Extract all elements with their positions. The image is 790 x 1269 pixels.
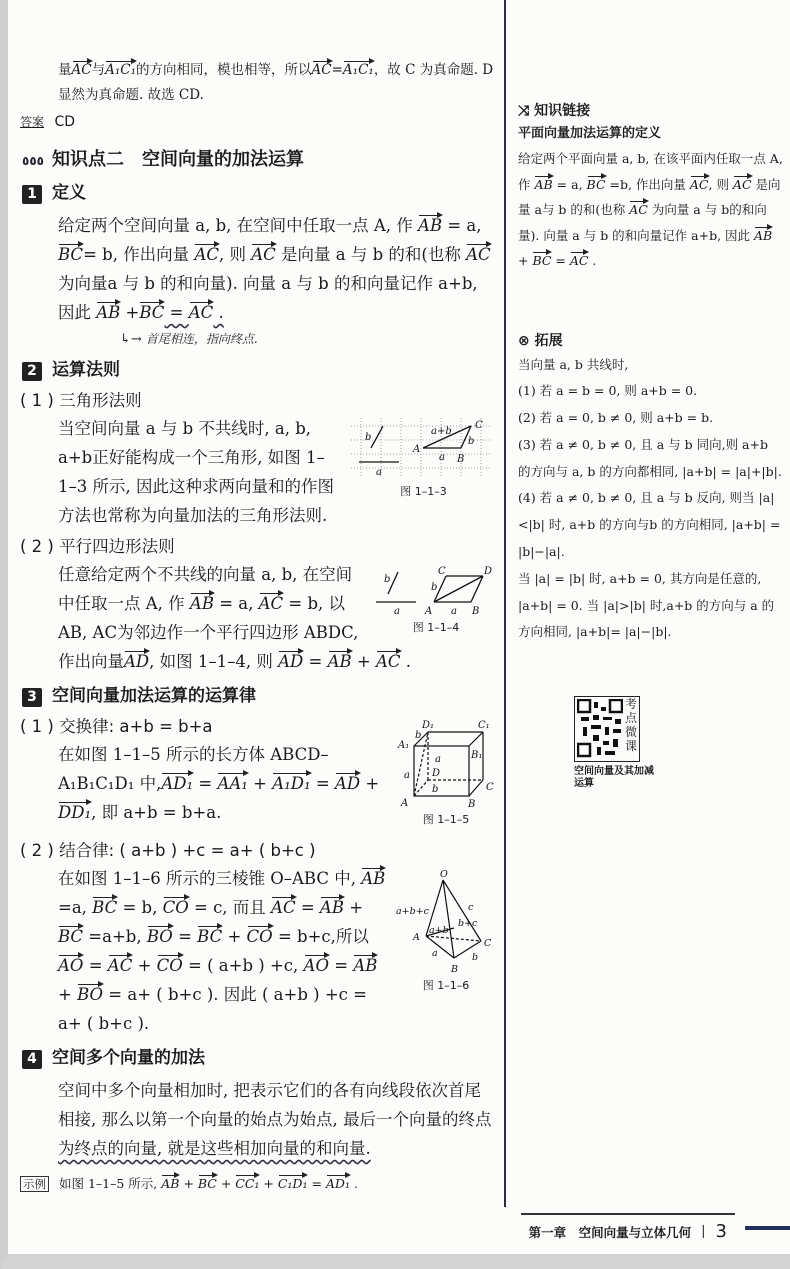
associative-law-title: ( 2 ) 结合律: ( a+b ) +c = a+ ( b+c ) [20,841,316,860]
vector-symbol: AC [194,242,219,265]
figure-caption: 图 1–1–3 [400,485,447,498]
number-badge: 4 [22,1050,42,1069]
vector-symbol: AC [690,174,709,192]
knowledge-link-subtitle: 平面向量加法运算的定义 [518,126,662,141]
qr-code-box[interactable] [574,696,640,762]
svg-text:a: a [439,452,445,463]
vector-symbol: AD [278,649,303,672]
subsection-definition-heading [22,181,496,205]
multiple-vectors-text [58,1076,496,1163]
vector-symbol: C₁D₁ [278,1173,308,1191]
answer-row [20,110,496,134]
figure-1-1-3 [351,418,496,500]
vector-symbol: DD₁ [58,800,91,823]
vector-symbol: BC [58,924,83,947]
text-line: 任意给定两个不共线的向量 a, b, 在空间中 [58,565,353,613]
text-line: 当向量 a, b 共线时, [518,356,629,372]
text-block [518,432,784,486]
svg-text:a: a [435,754,441,765]
text-line: 当空间向量 a 与 b 不共线时, a, b, a+b [58,419,312,467]
vector-symbol: AC [259,591,284,614]
text-line: 的和向量). 向量 a 与 b 的和向量 [518,202,767,243]
svg-text:b+c: b+c [458,918,478,929]
text-line: a, BC = b, CO = c, 而且 AC = AB + BC = [58,898,363,946]
vector-symbol: AB [754,225,772,243]
text-line: 为邻边作一个平行四边形 ABDC, 作出向量 [58,623,359,671]
text-block [518,485,784,565]
figure-1-1-6 [396,868,496,994]
vector-symbol: BC [139,300,164,323]
footer-separator: | [701,1224,706,1239]
handwritten-note [120,329,496,350]
vector-symbol: A₁C₁ [105,59,136,78]
svg-text:C: C [475,420,483,431]
svg-text:A: A [425,606,433,616]
vector-symbol: AB [96,300,120,323]
text-line: 在如图 1–1–6 所示的三棱锥 O–ABC 中, AB = [58,869,385,917]
text-line: (3) 若 a ≠ 0, b ≠ 0, 且 a 与 b 同向, [518,436,726,452]
number-badge: 3 [22,688,42,707]
footer-rule [521,1213,735,1242]
svg-text:b: b [384,574,391,585]
svg-text:b: b [415,730,422,741]
svg-text:A: A [413,932,420,943]
text-line: b, 作出向量 AC, 则 AC 是向量 a [518,177,781,218]
vector-symbol: AA₁ [217,771,247,794]
subsection-title: 空间向量加法运算的运算律 [52,686,256,706]
figure-1-1-4 [376,564,496,636]
figure-caption: 图 1–1–5 [422,813,470,826]
svg-text:A: A [413,444,421,455]
svg-text:b: b [468,436,475,447]
vector-symbol: AO [58,953,83,976]
vector-symbol: BC [92,895,117,918]
text-line: 同, |a+b| = |a|+|b|. [661,463,782,479]
solution-line: 为真命题. 故选 CD. [85,87,204,103]
svg-text:a+b+c: a+b+c [396,906,429,917]
commutative-law-title: ( 1 ) 交换律: a+b = b+a [20,717,213,736]
svg-text:B₁: B₁ [471,750,483,761]
svg-text:b: b [365,432,372,443]
text-line: 相接, 那么以第一个向量的始点为始点, 最后一个向量的终点 [58,1110,492,1129]
svg-text:C: C [486,782,494,793]
vector-symbol: A₁C₁ [343,59,374,78]
text-line: 在如图 1–1–5 所示的长方体 ABCD–A₁B₁C₁D₁ 中, [58,745,329,793]
vector-symbol: BC [587,174,606,192]
text-line: AD, 如图 1–1–4, 则 AD = AB + AC . [124,652,411,671]
answer-value: CD [54,114,76,130]
text-line: (1) 若 a = b = 0, 则 a+b = 0. [518,383,698,399]
vector-symbol: AB [534,174,552,192]
text-line: = |a|−|b|. [610,624,672,640]
svg-text:a: a [451,606,457,616]
extension-icon: ⊗ [518,332,535,349]
text-line: a+b, BO = BC + CO = b+c, [102,927,336,946]
svg-text:a+b: a+b [431,426,452,437]
svg-text:b: b [431,582,438,593]
extension-title: 拓展 [534,332,563,349]
knowledge-link-text [518,146,784,274]
note-text: 首尾相连，指向终点. [145,332,258,346]
vector-symbol: BC [198,1173,217,1191]
svg-text:D₁: D₁ [422,720,435,731]
vector-symbol: CO [247,924,273,947]
section-title: 知识点二 空间向量的加法运算 [51,149,304,170]
vector-symbol: AC [189,300,214,323]
svg-text:O: O [440,869,448,880]
sidebar [504,0,790,1207]
svg-text:a: a [404,770,410,781]
footer-chapter: 第一章 空间向量与立体几何 [528,1224,692,1240]
vector-symbol: AB [190,591,214,614]
svg-text:a: a [394,606,400,616]
svg-text:C: C [438,566,446,577]
vector-symbol: AB [361,866,385,889]
text-line: b 的方向相同, |a+b| = |b|−|a|. [518,517,781,560]
extension-text [518,352,784,647]
number-badge: 2 [22,362,42,381]
vector-symbol: AC [72,59,92,78]
vector-symbol: A₁D₁ [272,771,310,794]
link-icon: ⤨ [518,103,535,119]
svg-text:A: A [401,798,409,808]
vector-symbol: AB [418,213,442,236]
text-line: 给定两个空间向量 a, b, 在空间中任取一点 A, 作 AB = a, BC [58,216,481,264]
example-label: 示例 [20,1176,49,1192]
vector-symbol: CO [163,895,189,918]
vector-symbol: AB [328,649,352,672]
figure-1-1-4-diagram [376,564,496,616]
figure-caption: 图 1–1–4 [412,621,460,634]
droplets-icon: ٥٥٥ [22,154,44,168]
text-line: = b, 作出向量 AC, 则 AC 是向量 a 与 b 的和(也称 AC 为向量 [58,245,491,293]
svg-text:b: b [432,784,439,795]
figure-caption: 图 1–1–6 [422,979,470,992]
text-line: 与 b 的和(也称 AC 为向量 a 与 b [542,202,729,217]
columns [8,0,790,1207]
knowledge-link-heading [518,100,784,122]
vector-symbol: AO [304,953,329,976]
subsection-title: 空间多个向量的加法 [52,1048,205,1068]
vector-symbol: AC [376,649,401,672]
arrow-icon: ↳→ [120,332,146,347]
text-line: 常称为向量加法的三角形法则. [107,506,328,525]
text-line: AD₁ = AA₁ + A₁D₁ = AD + DD₁, 即 a+b = b+a. [58,774,379,822]
text-line: 为终点的向量, 就是这些相加向量的和向量. [58,1139,371,1158]
vector-symbol: BO [147,924,173,947]
qr-label: 空间向量及其加减运算 [574,766,654,790]
text-line: 示, 因此这种求两向量和的作图方法也 [58,477,334,525]
vector-symbol: BC [58,242,83,265]
vector-symbol: BC [532,250,551,268]
vector-symbol: AC [629,199,648,217]
svg-text:B: B [451,964,458,974]
answer-label: 答案 [20,115,45,129]
example-row [20,1171,496,1197]
text-line: 任取一点 A, 作 AB = a, AC = b, 以 AB, AC [58,594,345,642]
vector-symbol: AB [320,895,344,918]
svg-text:a: a [432,948,438,959]
vector-symbol: AD [124,649,149,672]
svg-text:B: B [472,606,480,616]
svg-text:C: C [484,938,492,949]
subsection-multiple-vectors-heading [22,1046,496,1070]
svg-text:C₁: C₁ [478,720,490,731]
vector-symbol: CO [157,953,183,976]
qr-tag: 考点微课 [625,697,638,754]
solution-line: 量AC与A₁C₁的方向相同，模也相等，所以AC=A₁C₁，故 C 为真命题. D 显然 [58,62,493,103]
subsection-rules-heading [22,358,496,382]
svg-text:a+b: a+b [429,925,449,936]
text-line: (2) 若 a = 0, b ≠ 0, 则 a+b = b. [518,410,714,426]
knowledge-link-title: 知识链接 [534,103,591,119]
subsection-title: 运算法则 [52,360,120,380]
svg-text:B: B [457,454,465,465]
vector-symbol: AC [271,895,296,918]
vector-symbol: AD₁ [161,771,193,794]
section-heading [22,148,496,173]
vector-symbol: AD [335,771,360,794]
vector-symbol: AC [466,242,491,265]
vector-symbol: AC [108,953,133,976]
page-footer [8,1207,790,1254]
example-text: 如图 1–1–5 所示, AB + BC + CC₁ + C₁D₁ = AD₁ . [59,1176,358,1191]
footer-bar [745,1226,790,1230]
text-line: 向, 则当 |a|<|b| 时, a+b 的方向与 [518,490,775,533]
svg-text:D: D [484,566,493,577]
text-line: 记作 a+b, 因此 AB + BC = AC . [518,228,772,269]
text-line: 则 a+b 的方向与 a, b 的方向都相 [518,436,768,479]
text-line: 所以 AO = AC + CO = ( a+b ) +c, AO = AB [58,927,378,975]
text-line: 是任意的, |a+b| = 0. 当 |a|>|b| 时, [518,570,762,613]
text-line: 当 |a| = |b| 时, a+b = 0, 其方向 [518,570,708,586]
text-line: BC = AC . [139,303,223,322]
text-line: 给定两个平面向量 a, b, 在该平面 [518,151,704,166]
definition-text [58,211,496,327]
vector-symbol: BO [77,982,103,1005]
text-line: 正好能构成一个三角形, 如图 1–1–3 所 [58,448,325,496]
text-line: a 与 b 的和向量). 向量 a 与 b 的和向量记作 a+b, 因此 AB + [58,274,478,322]
extension-heading [518,330,784,352]
subsection-laws-heading [22,684,496,708]
vector-symbol: AB [353,953,377,976]
number-badge: 1 [22,185,42,204]
qr-code-icon[interactable] [577,699,623,759]
parallelogram-rule-title: ( 2 ) 平行四边形法则 [20,537,175,556]
text-block [518,566,784,646]
vector-symbol: AC [733,174,752,192]
text-line: a+b 的方向与 a 的方向相同, |a+b| [518,597,775,640]
text-line: 内任取一点 A, 作 AB = a, BC = [518,151,783,192]
main-column [8,0,504,1207]
vector-symbol: AB [161,1173,179,1191]
figure-1-1-5-diagram [396,718,496,808]
svg-text:D: D [432,768,441,779]
text-line: (4) 若 a ≠ 0, b ≠ 0, 且 a 与 b 反 [518,490,710,506]
vector-symbol: AC [251,242,276,265]
text-line: + BO = a+ ( b+c ). 因此 ( a+b ) +c = a+ ( b+c ). [58,985,367,1033]
vector-symbol: AC [312,59,332,78]
vector-symbol: AC [570,250,589,268]
figure-1-1-5 [396,718,496,828]
subsection-title: 定义 [52,183,86,203]
svg-text:b: b [472,952,479,963]
solution-continuation [58,58,496,108]
triangle-rule-title: ( 1 ) 三角形法则 [20,391,142,410]
vector-symbol: AD₁ [326,1173,350,1191]
text-line: 空间中多个向量相加时, 把表示它们的各有向线段依次首尾 [58,1081,481,1100]
svg-text:A₁: A₁ [398,740,410,751]
figure-1-1-3-diagram [351,418,496,480]
svg-text:c: c [468,902,474,913]
svg-text:a: a [376,467,382,478]
svg-text:B: B [468,799,476,808]
vector-symbol: BC [197,924,222,947]
page-number: 3 [715,1221,727,1242]
figure-1-1-6-diagram [396,868,496,974]
vector-symbol: CC₁ [235,1173,259,1191]
